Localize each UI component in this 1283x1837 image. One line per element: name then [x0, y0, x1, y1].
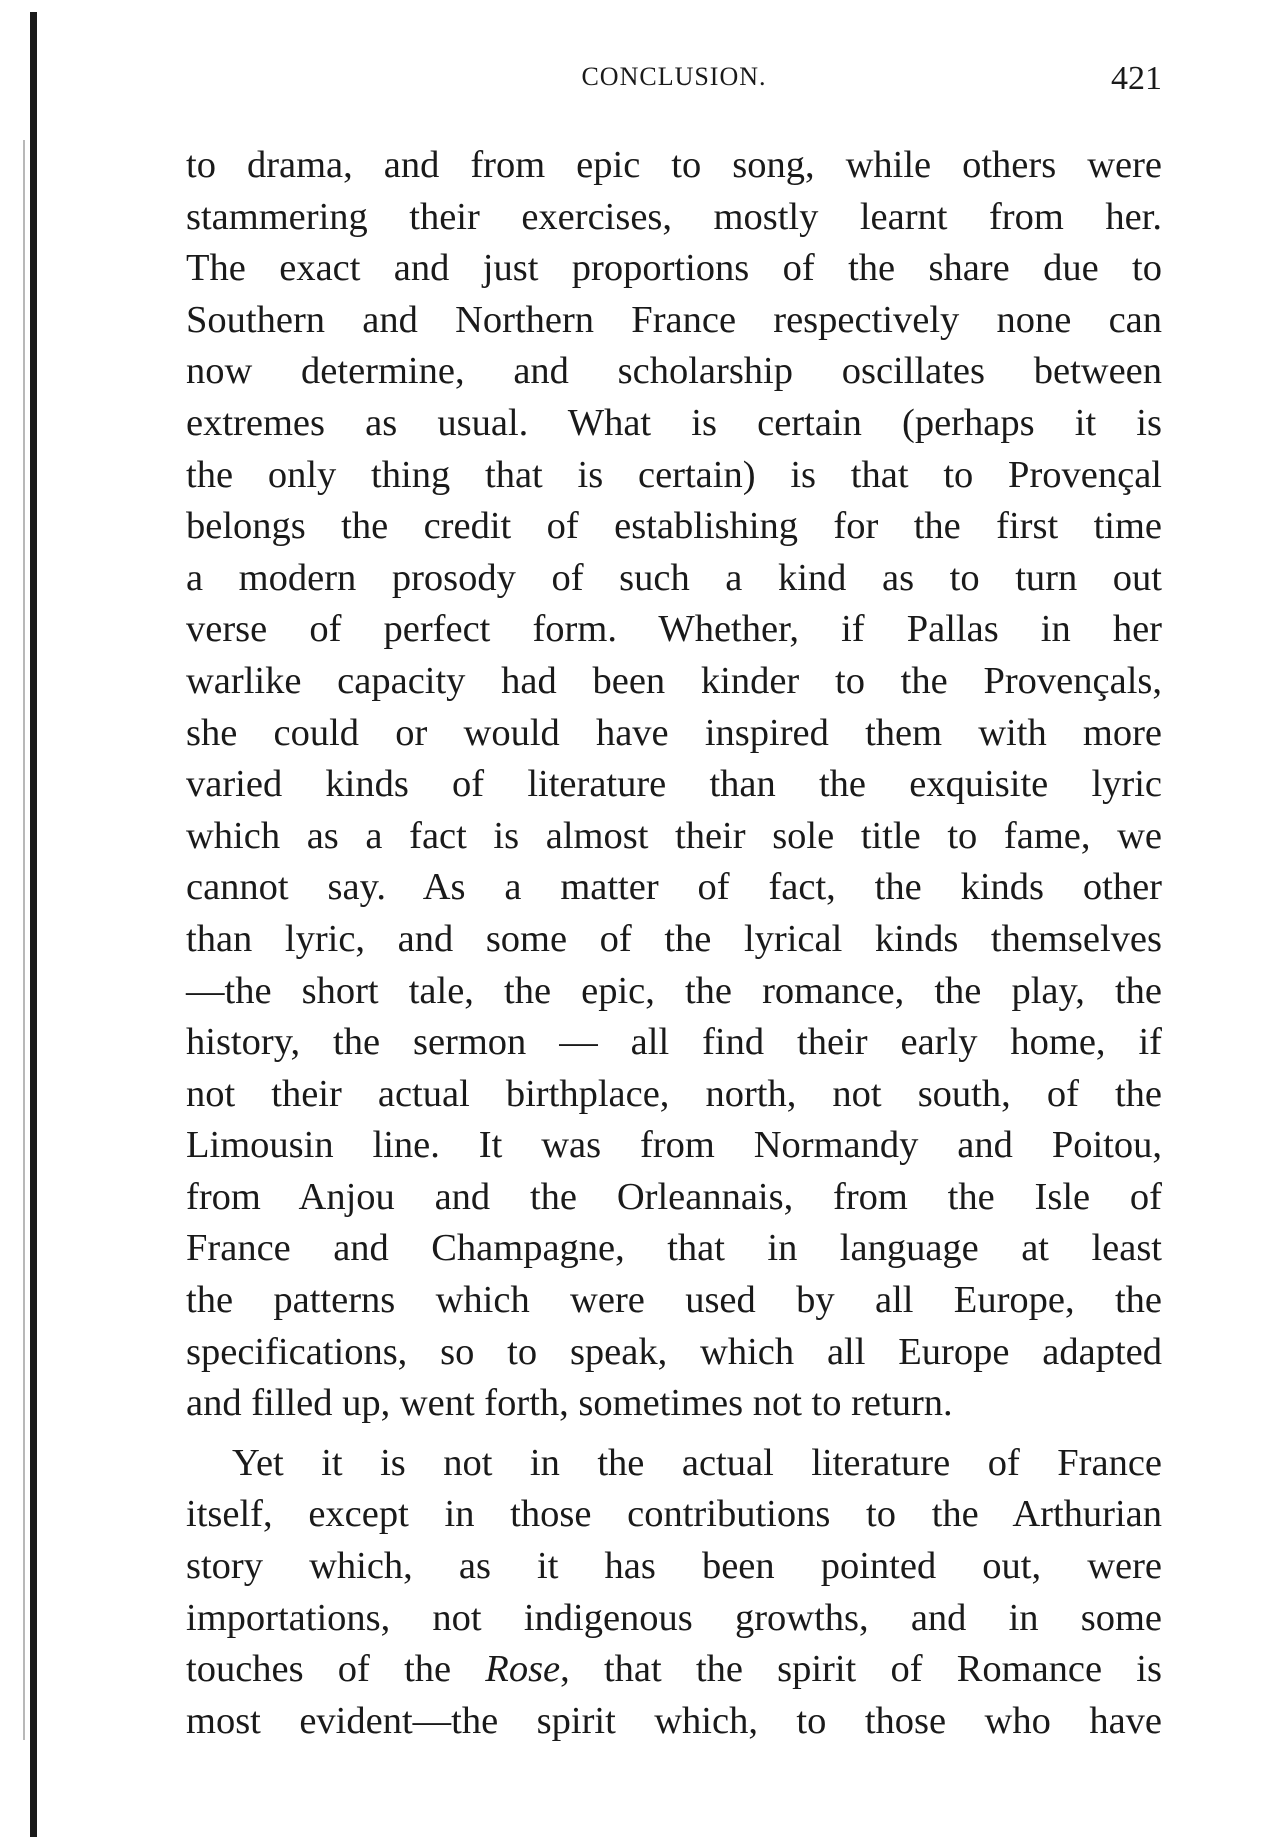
- binding-edge: [30, 12, 37, 1837]
- paragraph-1: [186, 140, 1162, 1430]
- text-line: varied kinds of literature than the exquisite lyric: [186, 763, 1162, 806]
- text-line: verse of perfect form. Whether, if Pallas in her: [186, 608, 1162, 651]
- text-line: the patterns which were used by all Europe, the: [186, 1279, 1162, 1322]
- text-line: Limousin line. It was from Normandy and Poitou,: [186, 1124, 1162, 1167]
- italic-title-rose: Rose: [485, 1648, 561, 1691]
- page-header: [186, 62, 1162, 102]
- text-line: from Anjou and the Orleannais, from the Isle of: [186, 1175, 1162, 1218]
- text-line: Yet it is not in the actual literature of France: [232, 1441, 1162, 1484]
- text-line: cannot say. As a matter of fact, the kinds other: [186, 866, 1162, 909]
- page-number: 421: [1111, 60, 1162, 97]
- text-line: to drama, and from epic to song, while others were: [186, 144, 1162, 186]
- text-line: than lyric, and some of the lyrical kinds themselves: [186, 917, 1162, 960]
- text-line: now determine, and scholarship oscillates between: [186, 350, 1162, 393]
- text-line: belongs the credit of establishing for the first time: [186, 505, 1162, 548]
- text-line-rose: [186, 1644, 1162, 1696]
- text-line: which as a fact is almost their sole title to fame, we: [186, 814, 1162, 857]
- text-line: The exact and just proportions of the share due to: [186, 247, 1162, 290]
- binding-shadow: [23, 140, 25, 1740]
- text-line: she could or would have inspired them with more: [186, 711, 1162, 754]
- text-fragment: touches of the: [186, 1648, 486, 1691]
- text-line: story which, as it has been pointed out, were: [186, 1545, 1162, 1588]
- text-line: itself, except in those contributions to the Arthurian: [186, 1493, 1162, 1536]
- text-line: importations, not indigenous growths, and in some: [186, 1596, 1162, 1639]
- text-line: not their actual birthplace, north, not south, of the: [186, 1072, 1162, 1115]
- paragraph-2: [186, 1438, 1162, 1748]
- text-line: a modern prosody of such a kind as to turn out: [186, 556, 1162, 599]
- text-line: specifications, so to speak, which all Europe adapted: [186, 1330, 1162, 1373]
- text-line: Southern and Northern France respectively none can: [186, 298, 1162, 341]
- paragraph-gap: [186, 1430, 1162, 1438]
- text-line: the only thing that is certain) is that to Provençal: [186, 453, 1162, 496]
- text-line: most evident—the spirit which, to those who have: [186, 1699, 1162, 1742]
- text-line: stammering their exercises, mostly learnt from her.: [186, 195, 1162, 238]
- body-text: [186, 140, 1162, 1747]
- text-fragment: , that the spirit of Romance is: [560, 1648, 1162, 1691]
- text-line: France and Champagne, that in language at least: [186, 1227, 1162, 1270]
- running-head: CONCLUSION.: [581, 62, 767, 91]
- text-line: warlike capacity had been kinder to the Provençals,: [186, 659, 1162, 702]
- text-line: and filled up, went forth, sometimes not to return.: [186, 1382, 953, 1425]
- text-line: —the short tale, the epic, the romance, the play, the: [186, 969, 1162, 1012]
- text-line: extremes as usual. What is certain (perhaps it is: [186, 401, 1162, 444]
- text-line: history, the sermon — all find their early home, if: [186, 1021, 1162, 1064]
